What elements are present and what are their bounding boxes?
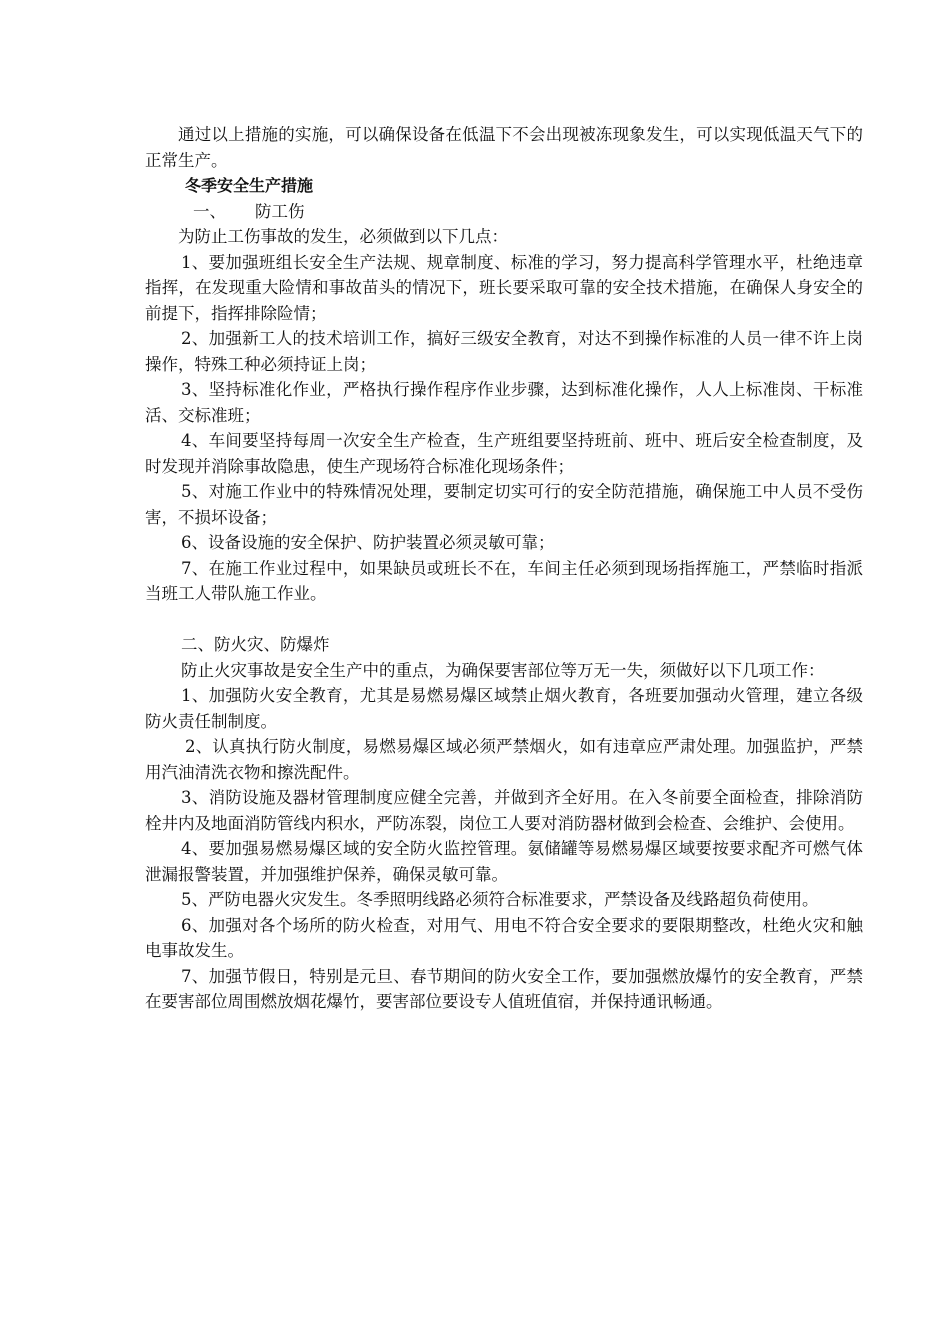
section1-heading: [145, 199, 863, 225]
section2-heading: 二、防火灾、防爆炸: [181, 635, 330, 654]
section2-item-5: 5、严防电器火灾发生。冬季照明线路必须符合标准要求，严禁设备及线路超负荷使用。: [181, 890, 819, 909]
document-title: 冬季安全生产措施: [185, 176, 314, 195]
section1-item-4: 4、车间要坚持每周一次安全生产检查，生产班组要坚持班前、班中、班后安全检查制度，及时发现并消除事故隐患，使生产现场符合标准化现场条件；: [145, 431, 863, 476]
section1-item-2: 2、加强新工人的技术培训工作，搞好三级安全教育，对达不到操作标准的人员一律不许上岗操作，特殊工种必须持证上岗；: [145, 329, 863, 374]
document-body: [145, 122, 863, 1015]
section1-item-5: 5、对施工作业中的特殊情况处理，要制定切实可行的安全防范措施，确保施工中人员不受伤害，不损坏设备；: [145, 482, 863, 527]
section2-lead: 防止火灾事故是安全生产中的重点，为确保要害部位等万无一失，须做好以下几项工作：: [181, 660, 825, 680]
intro-paragraph: 通过以上措施的实施，可以确保设备在低温下不会出现被冻现象发生，可以实现低温天气下的正常生产。: [145, 125, 863, 170]
section2-item-1: 1、加强防火安全教育，尤其是易燃易爆区域禁止烟火教育，各班要加强动火管理，建立各级防火责任制制度。: [145, 686, 863, 731]
section1-item-7: 7、在施工作业过程中，如果缺员或班长不在，车间主任必须到现场指挥施工，严禁临时指派当班工人带队施工作业。: [145, 558, 863, 603]
section2-item-6: 6、加强对各个场所的防火检查，对用气、用电不符合安全要求的要限期整改，杜绝火灾和触电事故发生。: [145, 915, 863, 960]
section2-item-2: 2、认真执行防火制度，易燃易爆区域必须严禁烟火，如有违章应严肃处理。加强监护，严禁用汽油清洗衣物和擦洗配件。: [145, 737, 863, 782]
section1-title: 防工伤: [255, 201, 305, 221]
section2-item-3: 3、消防设施及器材管理制度应健全完善，并做到齐全好用。在入冬前要全面检查，排除消防栓井内及地面消防管线内积水，严防冻裂，岗位工人要对消防器材做到会检查、会维护、会使用。: [145, 788, 863, 833]
section1-item-3: 3、坚持标准化作业，严格执行操作程序作业步骤，达到标准化操作，人人上标准岗、干标准活、交标准班；: [145, 380, 863, 425]
section1-item-6: 6、设备设施的安全保护、防护装置必须灵敏可靠；: [181, 533, 555, 552]
section1-item-1: 1、要加强班组长安全生产法规、规章制度、标准的学习，努力提高科学管理水平，杜绝违章指挥，在发现重大险情和事故苗头的情况下，班长要采取可靠的安全技术措施，在确保人身安全的前提下，指挥排除险情；: [145, 252, 863, 323]
section-gap: [145, 607, 863, 633]
section2-item-4: 4、要加强易燃易爆区域的安全防火监控管理。氨储罐等易燃易爆区域要按要求配齐可燃气体泄漏报警装置，并加强维护保养，确保灵敏可靠。: [145, 839, 863, 884]
section1-number: 一、: [193, 201, 226, 221]
section1-lead: 为防止工伤事故的发生，必须做到以下几点：: [178, 227, 508, 246]
section2-item-7: 7、加强节假日，特别是元旦、春节期间的防火安全工作，要加强燃放爆竹的安全教育，严禁在要害部位周围燃放烟花爆竹，要害部位要设专人值班值宿，并保持通讯畅通。: [145, 966, 863, 1011]
